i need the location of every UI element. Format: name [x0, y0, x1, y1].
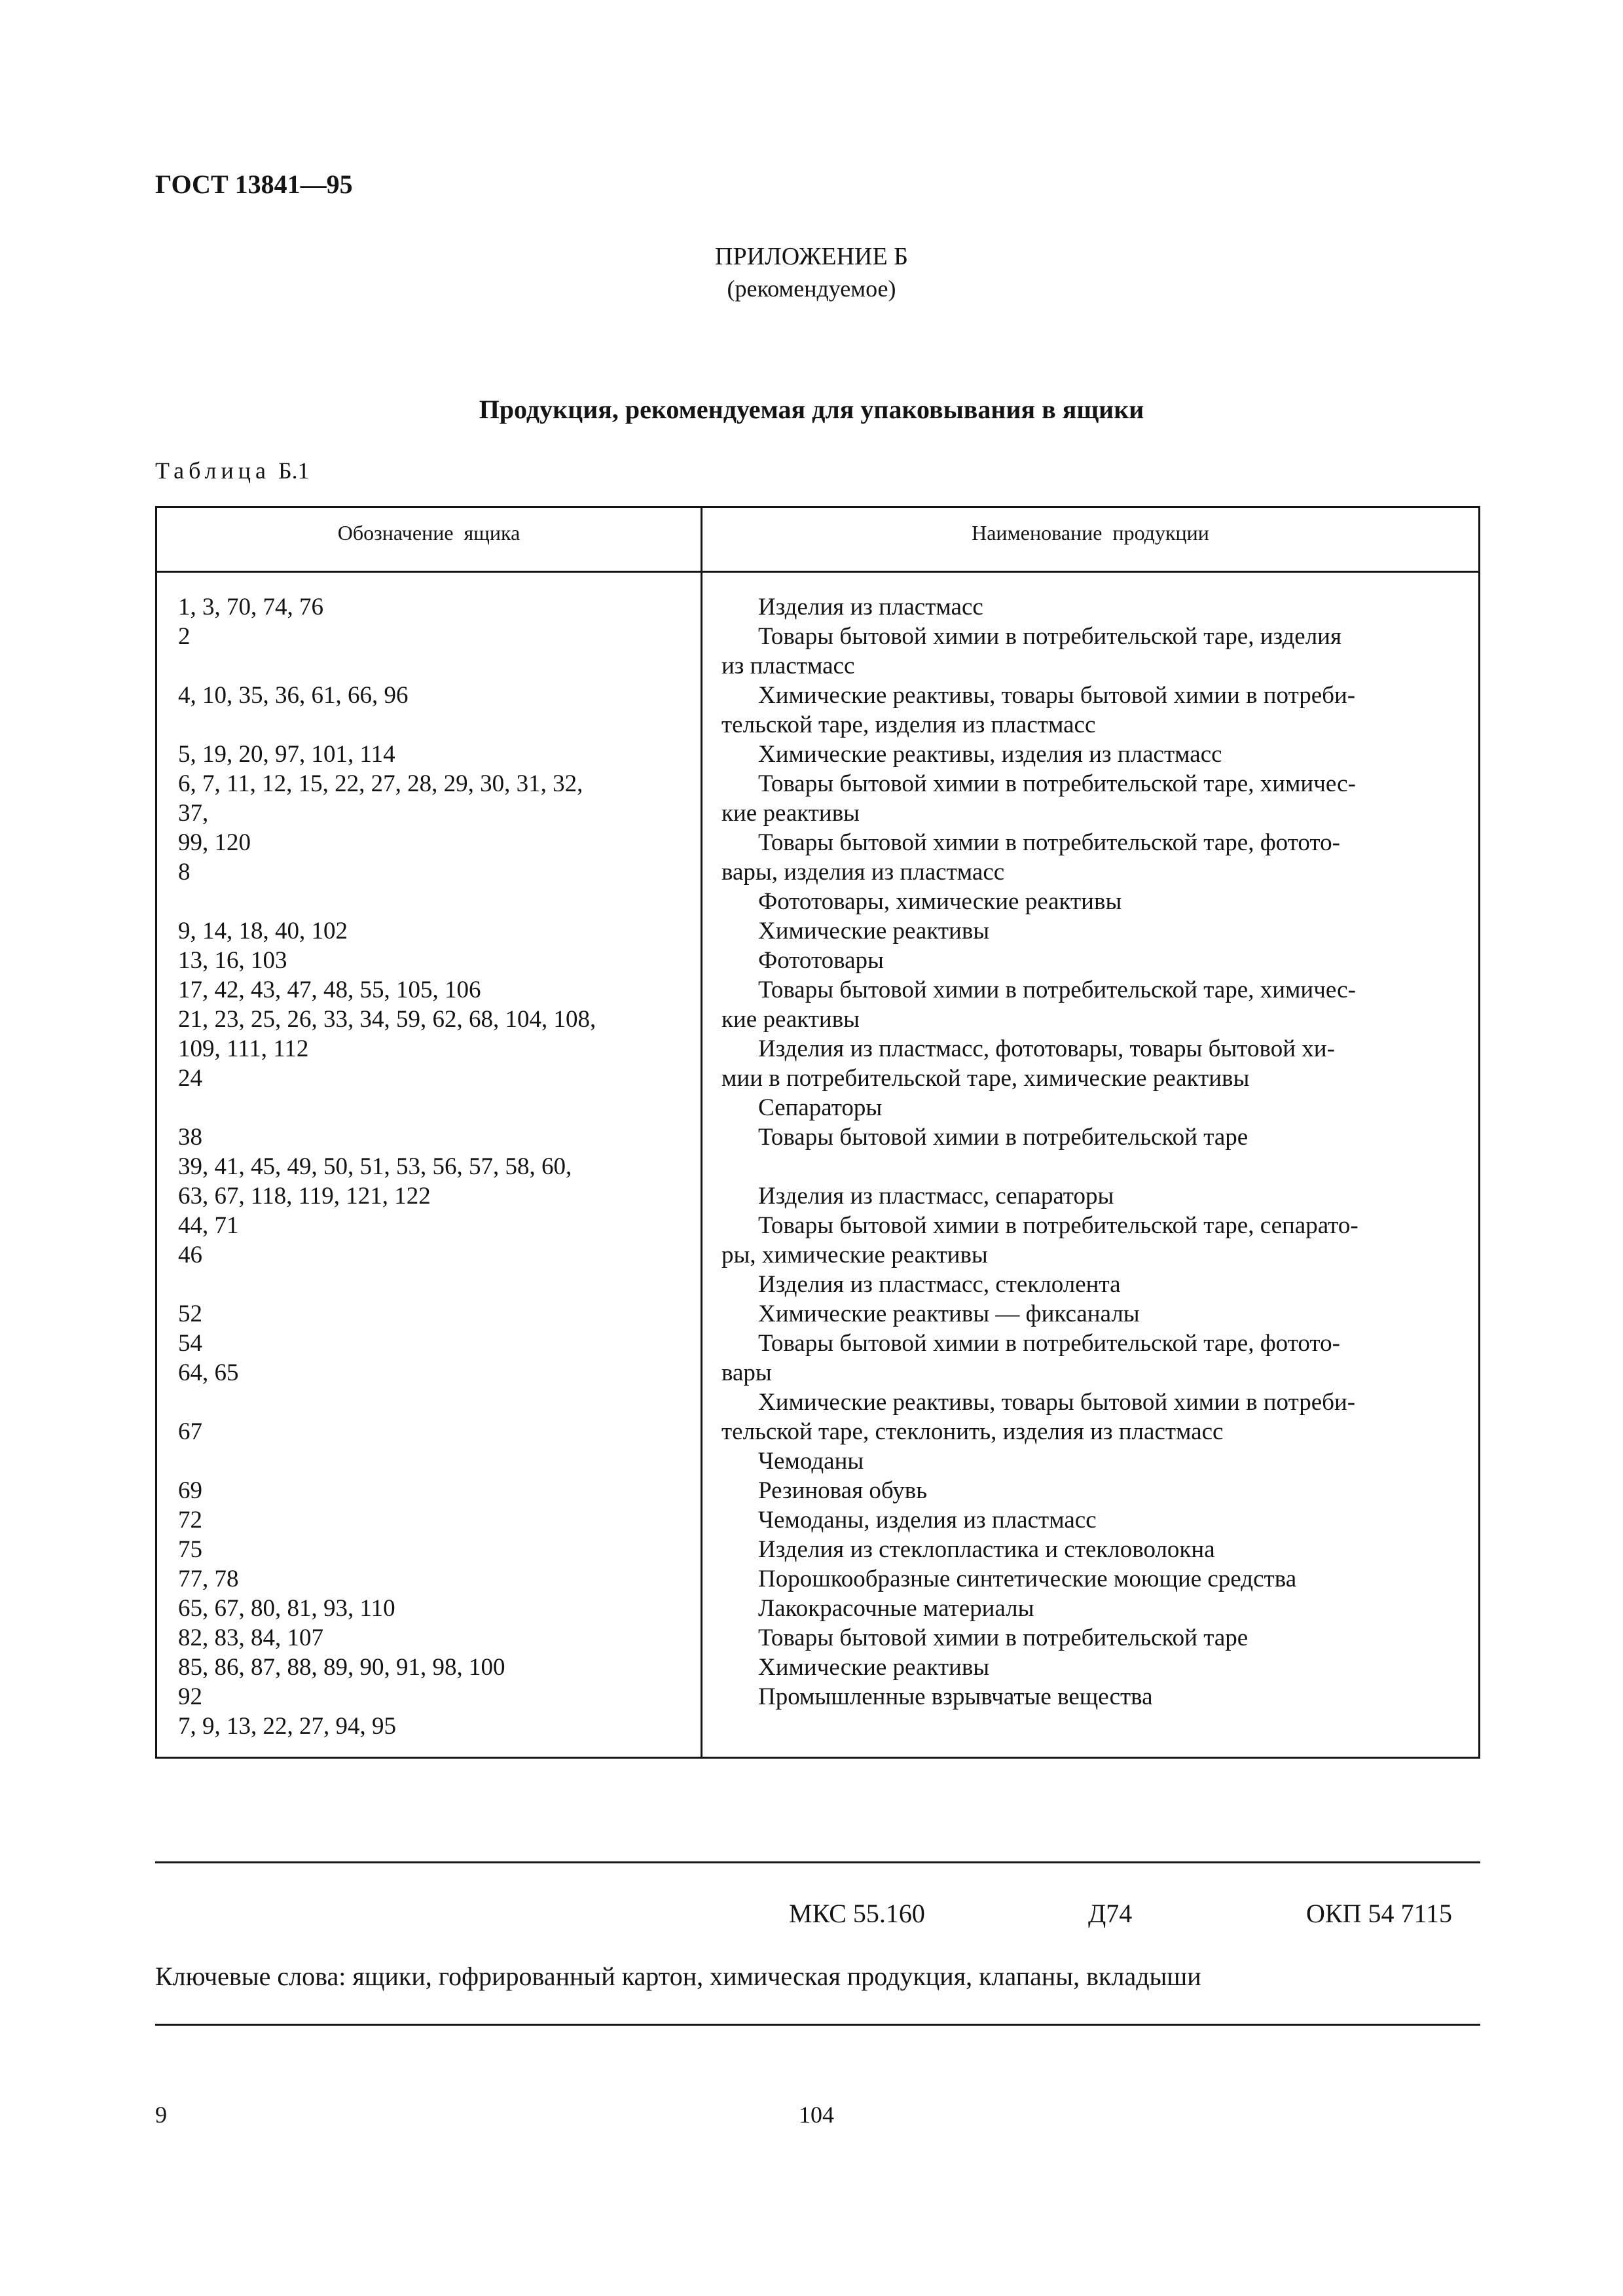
keywords-line: Ключевые слова: ящики, гофрированный картон, химическая продукция, клапаны, вкладыши — [155, 1962, 1201, 1991]
product-name-line: Химические реактивы — фиксаналы — [758, 1300, 1140, 1327]
section-heading: Продукция, рекомендуемая для упаковывания в ящики — [479, 395, 1144, 424]
box-designation-line: 82, 83, 84, 107 — [178, 1624, 323, 1651]
product-name-line: Химические реактивы, товары бытовой химии в потреби- — [758, 1389, 1356, 1416]
box-designation-line: 39, 41, 45, 49, 50, 51, 53, 56, 57, 58, 60, — [178, 1153, 572, 1180]
product-name-line: Товары бытовой химии в потребительской таре, фотото- — [758, 829, 1340, 856]
product-name-line: Химические реактивы — [758, 918, 990, 944]
box-designation-line: 75 — [178, 1536, 202, 1563]
product-name-line: мии в потребительской таре, химические реактивы — [721, 1065, 1250, 1092]
table-caption-word: Таблица — [155, 457, 270, 484]
box-designation-line: 6, 7, 11, 12, 15, 22, 27, 28, 29, 30, 31, 32, — [178, 770, 583, 797]
box-designation-line: 5, 19, 20, 97, 101, 114 — [178, 741, 395, 768]
product-name-line: вары, изделия из пластмасс — [721, 859, 1005, 886]
column-header-product-name: Наименование продукции — [972, 521, 1209, 545]
product-name-line: тельской таре, изделия из пластмасс — [721, 711, 1096, 738]
product-name-line: Товары бытовой химии в потребительской таре, изделия — [758, 623, 1341, 650]
box-designation-line: 7, 9, 13, 22, 27, 94, 95 — [178, 1713, 396, 1740]
table-header-divider — [155, 571, 1480, 573]
box-designation-line: 46 — [178, 1242, 202, 1268]
box-designation-line: 24 — [178, 1065, 202, 1092]
box-designation-line: 85, 86, 87, 88, 89, 90, 91, 98, 100 — [178, 1654, 505, 1681]
box-designation-line: 8 — [178, 859, 191, 886]
appendix-status: (рекомендуемое) — [727, 276, 896, 302]
box-designation-line: 77, 78 — [178, 1566, 239, 1592]
classifier-code: Д74 — [1088, 1899, 1133, 1928]
product-name-line: Промышленные взрывчатые вещества — [758, 1683, 1153, 1710]
product-name-line: вары — [721, 1359, 772, 1386]
product-name-line: Сепараторы — [758, 1094, 883, 1121]
product-name-line: Изделия из пластмасс, стеклолента — [758, 1271, 1121, 1298]
product-name-line: Товары бытовой химии в потребительской таре — [758, 1124, 1249, 1151]
product-name-line: Товары бытовой химии в потребительской таре, химичес- — [758, 770, 1356, 797]
box-designation-line: 54 — [178, 1330, 202, 1357]
box-designation-line: 38 — [178, 1124, 202, 1151]
box-designation-line: 63, 67, 118, 119, 121, 122 — [178, 1183, 431, 1210]
product-name-line: Химические реактивы — [758, 1654, 990, 1681]
product-name-line: Товары бытовой химии в потребительской таре, сепарато- — [758, 1212, 1359, 1239]
product-name-line: Резиновая обувь — [758, 1477, 928, 1504]
box-designation-line: 44, 71 — [178, 1212, 239, 1239]
table-caption — [155, 457, 310, 484]
footer-rule-top — [155, 1861, 1480, 1863]
product-name-line: Фототовары, химические реактивы — [758, 888, 1122, 915]
okp-code: ОКП 54 7115 — [1306, 1899, 1452, 1928]
product-name-line: Химические реактивы, изделия из пластмасс — [758, 741, 1222, 768]
box-designation-line: 67 — [178, 1418, 202, 1445]
product-name-line: Изделия из пластмасс, сепараторы — [758, 1183, 1114, 1210]
product-name-line: Химические реактивы, товары бытовой химии в потреби- — [758, 682, 1356, 709]
product-name-line: Изделия из стеклопластика и стекловолокна — [758, 1536, 1215, 1563]
mks-code: МКС 55.160 — [789, 1899, 925, 1928]
table-column-divider — [701, 506, 702, 1759]
product-name-line: ры, химические реактивы — [721, 1242, 988, 1268]
box-designation-line: 21, 23, 25, 26, 33, 34, 59, 62, 68, 104, 108, — [178, 1006, 596, 1033]
product-name-line: Изделия из пластмасс — [758, 594, 983, 620]
product-name-line: Чемоданы — [758, 1448, 864, 1475]
box-designation-line: 72 — [178, 1507, 202, 1534]
appendix-title: ПРИЛОЖЕНИЕ Б — [715, 243, 908, 270]
box-designation-line: 13, 16, 103 — [178, 947, 287, 974]
box-designation-line: 69 — [178, 1477, 202, 1504]
box-designation-line: 37, — [178, 800, 209, 827]
box-designation-line: 9, 14, 18, 40, 102 — [178, 918, 348, 944]
box-designation-line: 92 — [178, 1683, 202, 1710]
product-name-line: Порошкообразные синтетические моющие средства — [758, 1566, 1297, 1592]
document-code-header: ГОСТ 13841—95 — [155, 170, 353, 199]
product-name-line: Товары бытовой химии в потребительской таре, химичес- — [758, 977, 1356, 1003]
product-name-line: из пластмасс — [721, 653, 855, 679]
column-header-box-designation: Обозначение ящика — [337, 521, 520, 545]
box-designation-line: 64, 65 — [178, 1359, 239, 1386]
box-designation-line: 1, 3, 70, 74, 76 — [178, 594, 323, 620]
footer-rule-bottom — [155, 2024, 1480, 2026]
product-name-line: тельской таре, стеклонить, изделия из пластмасс — [721, 1418, 1224, 1445]
box-designation-line: 109, 111, 112 — [178, 1035, 309, 1062]
box-designation-line: 2 — [178, 623, 191, 650]
product-name-line: Товары бытовой химии в потребительской таре — [758, 1624, 1249, 1651]
product-name-line: Товары бытовой химии в потребительской таре, фотото- — [758, 1330, 1340, 1357]
product-name-line: Фототовары — [758, 947, 884, 974]
box-designation-line: 65, 67, 80, 81, 93, 110 — [178, 1595, 395, 1622]
product-name-line: Изделия из пластмасс, фототовары, товары бытовой хи- — [758, 1035, 1335, 1062]
box-designation-line: 52 — [178, 1300, 202, 1327]
box-designation-line: 17, 42, 43, 47, 48, 55, 105, 106 — [178, 977, 481, 1003]
product-name-line: кие реактивы — [721, 1006, 860, 1033]
product-name-line: кие реактивы — [721, 800, 860, 827]
product-name-line: Лакокрасочные материалы — [758, 1595, 1034, 1622]
product-name-line: Чемоданы, изделия из пластмасс — [758, 1507, 1097, 1534]
box-designation-line: 99, 120 — [178, 829, 251, 856]
table-caption-number: Б.1 — [278, 457, 310, 484]
page-number-center: 104 — [799, 2102, 834, 2128]
page-number-left: 9 — [155, 2102, 167, 2128]
box-designation-line: 4, 10, 35, 36, 61, 66, 96 — [178, 682, 409, 709]
